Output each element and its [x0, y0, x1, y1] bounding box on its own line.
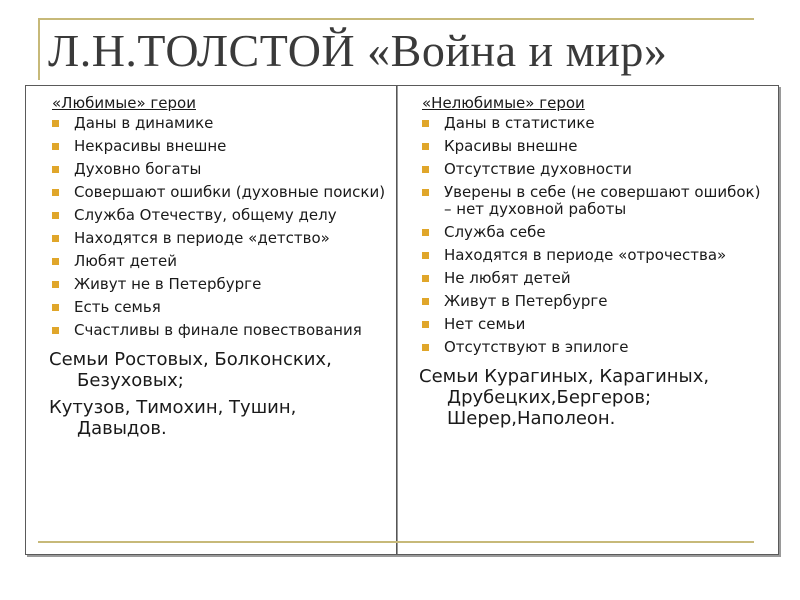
square-bullet-icon: [422, 189, 429, 196]
list-item: [416, 293, 768, 310]
column-heading: «Любимые» герои: [52, 94, 196, 112]
list-item: [46, 161, 386, 178]
list-item: [416, 115, 768, 132]
square-bullet-icon: [422, 275, 429, 282]
unloved-heroes-column: [398, 86, 778, 554]
list-item: [416, 247, 768, 264]
square-bullet-icon: [52, 212, 59, 219]
list-item: [416, 316, 768, 333]
list-item-text: Служба себе: [444, 223, 546, 241]
unloved-families: Семьи Курагиных, Карагиных, Друбецких,Бергеров; Шерер,Наполеон.: [419, 366, 710, 429]
square-bullet-icon: [422, 321, 429, 328]
list-item: [46, 276, 386, 293]
favorite-heroes-column: [26, 86, 396, 554]
square-bullet-icon: [422, 120, 429, 127]
square-bullet-icon: [52, 258, 59, 265]
square-bullet-icon: [422, 252, 429, 259]
list-item-text: Находятся в периоде «отрочества»: [444, 246, 727, 264]
list-item: [416, 339, 768, 356]
list-item-text: Даны в динамике: [74, 114, 214, 132]
list-item: [416, 184, 768, 218]
list-item-text: Нет семьи: [444, 315, 526, 333]
list-item: [46, 299, 386, 316]
title-top-rule: [38, 18, 754, 20]
square-bullet-icon: [422, 166, 429, 173]
list-item-text: Некрасивы внешне: [74, 137, 227, 155]
list-item: [46, 322, 386, 339]
list-item: [416, 270, 768, 287]
unloved-traits-list: [416, 115, 768, 356]
square-bullet-icon: [422, 229, 429, 236]
favorite-traits-list: [46, 115, 386, 339]
list-item-text: Любят детей: [74, 252, 178, 270]
square-bullet-icon: [422, 298, 429, 305]
list-item: [46, 253, 386, 270]
list-item: [46, 207, 386, 224]
list-item: [416, 224, 768, 241]
list-item: [416, 138, 768, 155]
square-bullet-icon: [52, 304, 59, 311]
list-item-text: Красивы внешне: [444, 137, 578, 155]
column-heading: «Нелюбимые» герои: [422, 94, 585, 112]
square-bullet-icon: [52, 281, 59, 288]
list-item-text: Совершают ошибки (духовные поиски): [74, 183, 386, 201]
bottom-rule: [38, 541, 754, 543]
list-item-text: Счастливы в финале повествования: [74, 321, 362, 339]
list-item-text: Не любят детей: [444, 269, 571, 287]
square-bullet-icon: [52, 189, 59, 196]
square-bullet-icon: [52, 166, 59, 173]
list-item-text: Отсутствуют в эпилоге: [444, 338, 629, 356]
list-item-text: Даны в статистике: [444, 114, 595, 132]
square-bullet-icon: [52, 235, 59, 242]
list-item: [46, 230, 386, 247]
title-left-rule: [38, 18, 40, 80]
list-item-text: Отсутствие духовности: [444, 160, 632, 178]
square-bullet-icon: [422, 344, 429, 351]
list-item: [46, 138, 386, 155]
comparison-table: [25, 85, 779, 555]
list-item: [46, 184, 386, 201]
square-bullet-icon: [52, 143, 59, 150]
square-bullet-icon: [52, 120, 59, 127]
square-bullet-icon: [422, 143, 429, 150]
square-bullet-icon: [52, 327, 59, 334]
list-item-text: Духовно богаты: [74, 160, 202, 178]
page-title: Л.Н.ТОЛСТОЙ «Война и мир»: [48, 25, 668, 76]
favorite-families: Семьи Ростовых, Болконских, Безуховых;: [49, 349, 332, 391]
list-item-text: Служба Отечеству, общему делу: [74, 206, 337, 224]
list-item-text: Уверены в себе (не совершают ошибок) – нет духовной работы: [444, 183, 761, 218]
list-item-text: Находятся в периоде «детство»: [74, 229, 330, 247]
list-item-text: Живут не в Петербурге: [74, 275, 262, 293]
list-item-text: Есть семья: [74, 298, 161, 316]
list-item: [416, 161, 768, 178]
list-item: [46, 115, 386, 132]
favorite-persons: Кутузов, Тимохин, Тушин, Давыдов.: [49, 397, 297, 439]
list-item-text: Живут в Петербурге: [444, 292, 608, 310]
